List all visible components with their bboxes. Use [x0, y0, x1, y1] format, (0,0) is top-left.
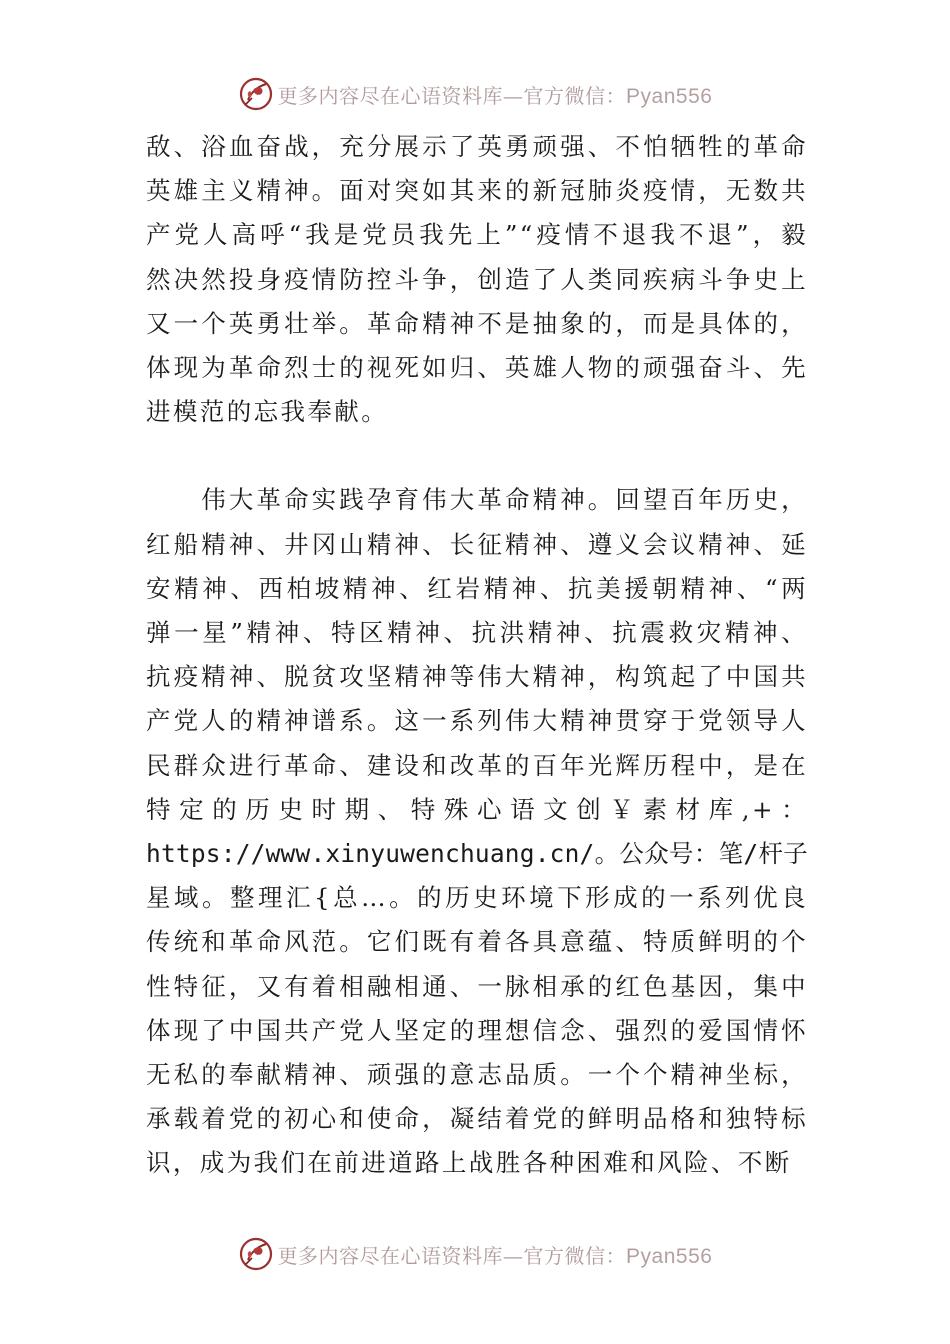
text-line: 承载着党的初心和使命，凝结着党的鲜明品格和独特标 [146, 1104, 808, 1134]
paragraph-gap [146, 434, 808, 478]
text-line: 传统和革命风范。它们既有着各具意蕴、特质鲜明的个 [146, 927, 808, 957]
paragraph-2 [146, 478, 808, 1185]
header-banner [0, 72, 950, 116]
text-line: 敌、浴血奋战，充分展示了英勇顽强、不怕牺牲的革命 [146, 132, 808, 161]
text-line: 英雄主义精神。面对突如其来的新冠肺炎疫情，无数共 [146, 176, 808, 206]
text-line: 产党人高呼“我是党员我先上”“疫情不退我不退”，毅 [146, 220, 808, 250]
footer-wechat-id: Pyan556 [626, 1244, 713, 1268]
text-line: 性特征，又有着相融相通、一脉相承的红色基因，集中 [146, 971, 808, 1001]
text-line: 安精神、西柏坡精神、红岩精神、抗美援朝精神、“两 [146, 573, 808, 603]
text-line: 然决然投身疫情防控斗争，创造了人类同疾病斗争史上 [146, 264, 808, 294]
text-line: 无私的奉献精神、顽强的意志品质。一个个精神坐标， [146, 1060, 808, 1090]
rose-icon [238, 76, 274, 112]
header-wechat-id: Pyan556 [626, 84, 713, 108]
footer-banner-label: 更多内容尽在心语资料库—官方微信： [277, 1243, 627, 1268]
text-line-url: https://www.xinyuwenchuang.cn/。公众号：笔/杆子 [146, 839, 808, 869]
footer-banner [0, 1232, 950, 1276]
header-banner-label: 更多内容尽在心语资料库—官方微信： [277, 83, 627, 108]
text-line: 产党人的精神谱系。这一系列伟大精神贯穿于党领导人 [146, 706, 808, 736]
text-line: 体现为革命烈士的视死如归、英雄人物的顽强奋斗、先 [146, 353, 808, 383]
document-body [146, 125, 808, 1186]
text-line: 民群众进行革命、建设和改革的百年光辉历程中，是在 [146, 750, 808, 780]
text-line: 识，成为我们在前进道路上战胜各种困难和风险、不断 [146, 1148, 792, 1178]
text-line: 体现了中国共产党人坚定的理想信念、强烈的爱国情怀 [146, 1015, 808, 1045]
text-line: 特定的历史时期、特殊心语文创￥素材库,+： [146, 794, 808, 824]
text-line: 星域。整理汇{总…。的历史环境下形成的一系列优良 [146, 883, 808, 913]
text-line: 抗疫精神、脱贫攻坚精神等伟大精神，构筑起了中国共 [146, 662, 808, 692]
header-banner-text [278, 80, 713, 109]
text-line: 伟大革命实践孕育伟大革命精神。回望百年历史， [146, 485, 808, 515]
text-line: 进模范的忘我奉献。 [146, 397, 389, 427]
text-line: 弹一星”精神、特区精神、抗洪精神、抗震救灾精神、 [146, 618, 808, 648]
text-line: 红船精神、井冈山精神、长征精神、遵义会议精神、延 [146, 529, 808, 559]
rose-icon [238, 1236, 274, 1272]
footer-banner-text [278, 1240, 713, 1269]
paragraph-1 [146, 125, 808, 434]
text-line: 又一个英勇壮举。革命精神不是抽象的，而是具体的， [146, 308, 808, 338]
